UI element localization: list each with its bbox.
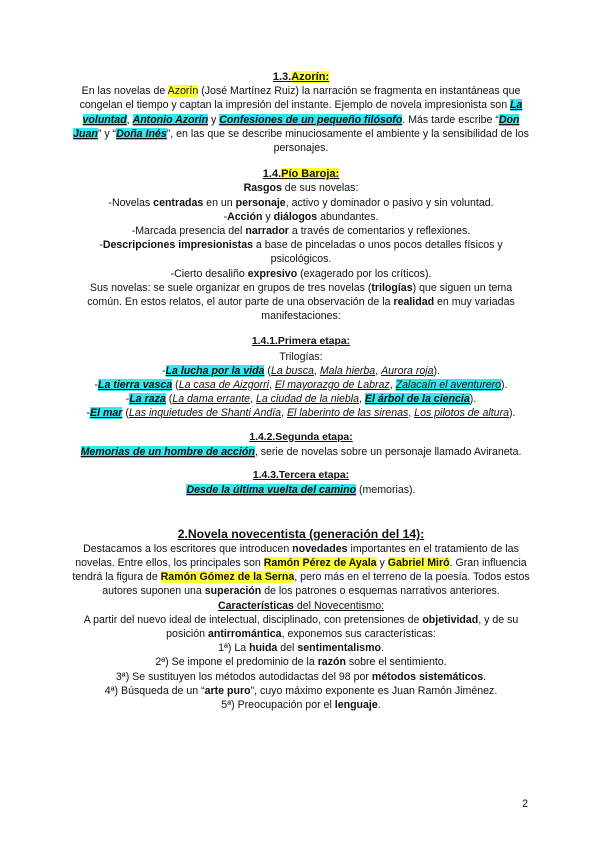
text: Destacamos a los escritores que introducen [83,542,293,555]
baroja-heading [72,167,530,181]
text: (exagerado por los críticos). [297,267,432,280]
novecentista-paragraph [72,542,530,599]
rasgo-item [72,210,530,224]
bold-text: Acción [227,210,263,223]
text: A partir del nuevo ideal de intelectual, disciplinado, con pretensiones de [83,613,423,626]
text: -Cierto desaliño [170,267,248,280]
bold-text: trilogías [371,281,413,294]
novel-title: Aurora roja [381,364,434,377]
etapa2-text [72,445,530,459]
book-title: Confesiones de un pequeño filósofo [219,113,403,126]
azorin-paragraph [72,84,530,155]
highlight-author: Azorín [167,85,199,98]
bold-text: narrador [245,225,289,238]
text: -Novelas [108,196,154,209]
text: . [377,698,381,711]
novel-title: El mayorazgo de Labraz [274,379,390,392]
text: del Novecentismo: [293,599,385,612]
text: y [208,113,220,126]
text: Sus novelas: se suele organizar en grupos de tres novelas ( [89,281,372,294]
trilogia-title: La tierra vasca [98,379,173,392]
bold-text: Características [217,599,294,612]
bold-text: expresivo [247,267,298,280]
text: -Marcada presencia del [131,225,246,238]
rasgo-item [72,224,530,238]
text: en muy variadas manifestaciones: [261,296,515,323]
bold-text: razón [317,656,346,669]
book-title: Desde la última vuelta del camino [186,484,357,497]
bold-text: Descripciones impresionistas [102,239,253,252]
rasgo-item [72,267,530,281]
text: ” y “ [97,127,117,140]
etapa3-heading: 1.4.3.Tercera etapa: [252,470,350,482]
page-number: 2 [522,798,528,810]
caracteristica-item [72,684,530,698]
trilogia-title: El mar [90,407,123,420]
text: . Más tarde escribe “ [402,113,499,126]
trilogia-item: -La raza (La dama errante, La ciudad de la niebla, El árbol de la ciencia). [125,393,477,406]
heading-number: 1.3. [272,71,292,83]
caracteristica-item [72,698,530,712]
trilogias-label: Trilogías: [279,350,323,363]
text: ) que siguen un tema común. En estos relatos, el autor parte de una observación de la [87,281,513,309]
bold-text: novedades [292,542,348,555]
novecentista-heading: 2.Novela novecentista (generación del 14): [177,527,425,542]
novel-title: El árbol de la ciencia [364,393,470,406]
text: - [223,210,228,223]
text: , pero más en el terreno de la poesía. Todos estos autores suponen una [102,571,530,598]
etapa2-heading: 1.4.2.Segunda etapa: [249,431,353,443]
novel-title: La dama errante [172,393,251,406]
text: a base de pinceladas o unos pocos detalles físicos y psicológicos. [252,239,503,266]
text: del [277,642,298,655]
text: 4ª) Búsqueda de un “ [104,684,205,697]
bold-text: superación [204,585,262,598]
caracteristica-item [72,655,530,669]
novel-title: Mala hierba [319,364,376,377]
caracteristicas-heading [72,599,530,613]
text: de sus novelas: [281,182,359,195]
document-page [72,70,530,712]
text: en un [203,196,236,209]
bold-text: métodos sistemáticos [371,670,484,683]
text: , y de su posición [166,613,519,640]
bold-text: realidad [393,296,435,309]
text: . [483,670,487,683]
bold-text: antirromántica [207,627,282,640]
novelas-paragraph [72,281,530,324]
trilogia-item: -La tierra vasca (La casa de Aizgorri, El mayorazgo de Labraz, Zalacaín el aventurero). [94,379,508,392]
text: 5ª) Preocupación por el [221,698,335,711]
text: , activo y dominador o pasivo y sin voluntad. [285,196,494,209]
trilogia-item: -El mar (Las inquietudes de Shanti Andía, El laberinto de las sirenas, Los pilotos de altura). [86,407,516,420]
heading-number: 1.4. [262,168,282,181]
bold-text: objetividad [422,613,479,626]
text: - [99,239,103,252]
heading-name: Pío Baroja: [281,168,340,181]
novel-title: Zalacaín el aventurero [395,379,502,392]
text: , [126,113,133,126]
caracteristicas-intro [72,613,530,641]
book-title: La voluntad [82,99,523,126]
book-title: Antonio Azorín [132,113,209,126]
bold-text: arte puro [204,684,251,697]
azorin-heading [72,70,530,84]
text: 1ª) La [218,642,250,655]
text: , exponemos sus características: [281,627,436,640]
bold-text: centradas [153,196,204,209]
bold-text: diálogos [273,210,318,223]
rasgo-item [72,196,530,210]
author-name: Ramón Pérez de Ayala [263,556,377,569]
novel-title: Las inquietudes de Shanti Andía [128,407,282,420]
text: . Gran influencia tendrá la figura de [72,556,527,584]
novel-title: El laberinto de las sirenas [286,407,409,420]
text: ”, cuyo máximo exponente es Juan Ramón Jiménez. [250,684,498,697]
text: sobre el sentimiento. [345,656,447,669]
text: abundantes. [317,210,379,223]
rasgos-line [72,181,530,195]
trilogia-title: La raza [129,393,166,406]
bold-text: sentimentalismo [297,642,381,655]
trilogia-item: -La lucha por la vida (La busca, Mala hierba, Aurora roja). [162,364,440,377]
text: ”, en las que se describe minuciosamente el ambiente y la sensibilidad de los personajes. [166,127,529,155]
trilogia-title: La lucha por la vida [165,364,265,377]
etapa3-text [72,483,530,497]
novel-title: Los pilotos de altura [414,407,509,420]
text: , serie de novelas sobre un personaje llamado Aviraneta. [254,445,522,458]
caracteristica-item [72,670,530,684]
novel-title: La busca [270,364,314,377]
text: (José Martínez Ruiz) la narración se fragmenta en instantáneas que congelan el tiempo y captan la impresión del instante. Ejemplo de novela impresionista son [79,85,521,112]
novel-title: La ciudad de la niebla [255,393,360,406]
bold-text: lenguaje [334,698,378,711]
text: 2ª) Se impone el predominio de la [155,656,318,669]
caracteristica-item [72,641,530,655]
bold-text: personaje [235,196,286,209]
heading-name: Azorín: [291,71,330,83]
bold-text: Rasgos [243,182,282,195]
text: (memorias). [356,484,416,497]
book-title: Doña Inés [116,127,167,140]
rasgo-item [72,238,530,266]
text: a través de comentarios y reflexiones. [288,225,471,238]
author-name: Gabriel Miró [387,556,450,569]
author-name: Ramón Gómez de la Serna [160,571,295,584]
text: . [380,642,384,655]
text: y [262,210,274,223]
text: de los patrones o esquemas narrativos anteriores. [261,585,500,598]
text: 3ª) Se sustituyen los métodos autodidactas del 98 por [115,670,372,683]
bold-text: huida [249,642,278,655]
book-title: Memorias de un hombre de acción [80,445,255,458]
novel-title: La casa de Aizgorri [178,379,269,392]
text: En las novelas de [81,85,168,98]
text: importantes en el tratamiento de las novelas. Entre ellos, los principales son [75,542,519,569]
book-title: Don Juan [73,113,520,140]
etapa1-heading: 1.4.1.Primera etapa: [251,336,351,348]
text: y [376,556,388,569]
